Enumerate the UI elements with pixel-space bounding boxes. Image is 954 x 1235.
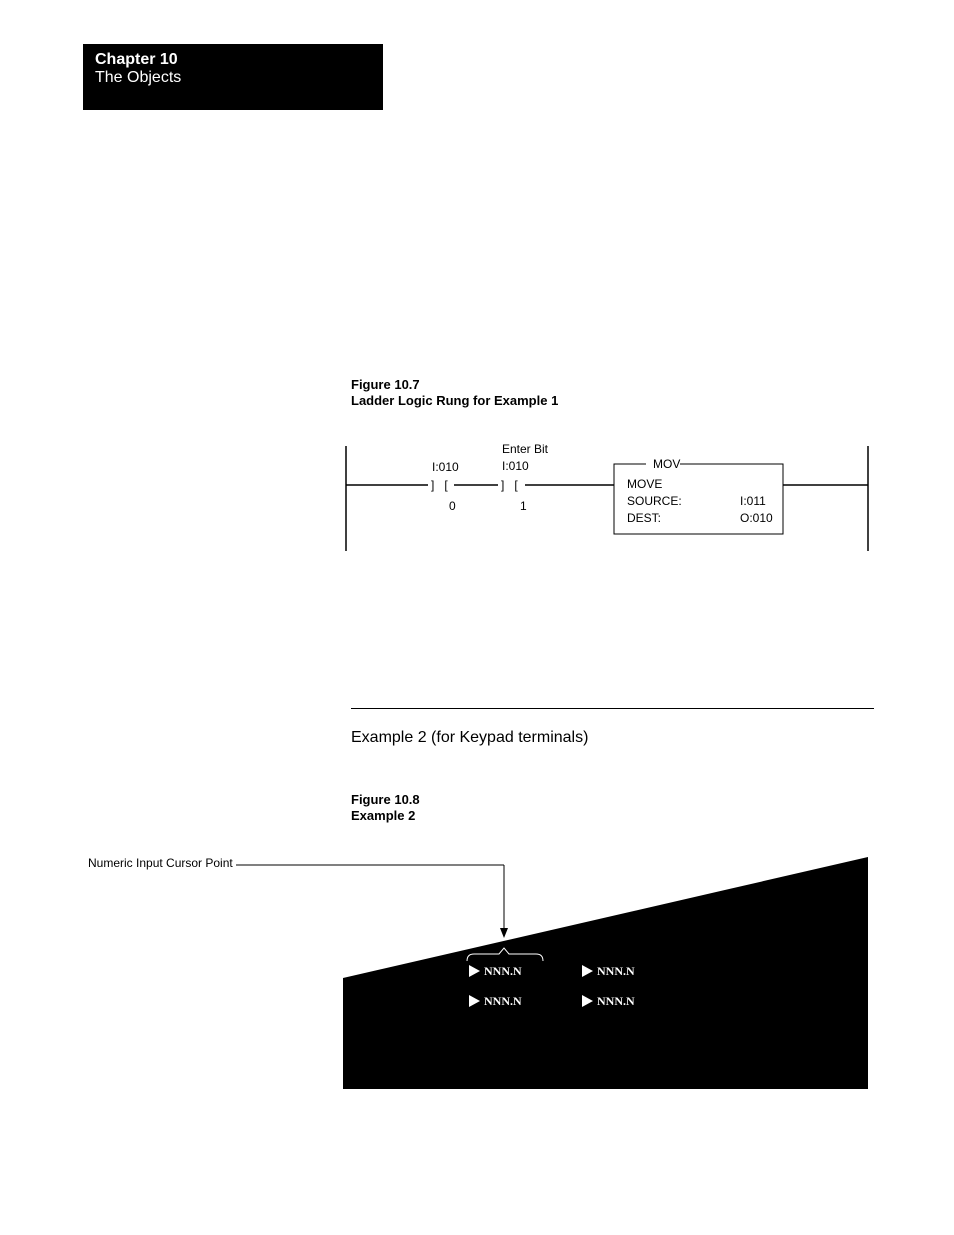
chapter-label: Chapter 10 — [95, 51, 178, 68]
contact1-address: I:010 — [432, 460, 459, 474]
contact2-bit: 1 — [520, 499, 527, 513]
numeric-field-value: NNN.N — [484, 964, 522, 978]
figure-10-8-title: Example 2 — [351, 808, 416, 823]
figure-10-8-number: Figure 10.8 — [351, 792, 420, 807]
figure-10-8-caption — [351, 792, 420, 824]
keypad-screen-diagram — [0, 840, 954, 1100]
contact1-bit: 0 — [449, 499, 456, 513]
cursor-point-callout: Numeric Input Cursor Point — [88, 856, 233, 870]
figure-10-7-title: Ladder Logic Rung for Example 1 — [351, 393, 559, 408]
mov-source-label: SOURCE: — [627, 494, 682, 508]
contact2-label: Enter Bit — [502, 442, 549, 456]
mov-block-line1: MOVE — [627, 477, 663, 491]
numeric-field-value: NNN.N — [484, 994, 522, 1008]
mov-dest-value: O:010 — [740, 511, 773, 525]
numeric-field-value: NNN.N — [597, 994, 635, 1008]
callout-arrow-icon — [500, 928, 508, 938]
contact1-symbol: ] [ — [431, 478, 448, 492]
section-heading: Example 2 (for Keypad terminals) — [351, 729, 589, 746]
mov-block-name: MOV — [653, 457, 681, 471]
contact2-symbol: ] [ — [501, 478, 518, 492]
numeric-field-value: NNN.N — [597, 964, 635, 978]
section-divider — [351, 708, 874, 709]
mov-dest-label: DEST: — [627, 511, 662, 525]
figure-10-7-number: Figure 10.7 — [351, 377, 420, 392]
chapter-title: The Objects — [95, 69, 182, 86]
contact2-address: I:010 — [502, 459, 529, 473]
ladder-rung-diagram — [0, 0, 954, 600]
mov-source-value: I:011 — [740, 494, 766, 508]
